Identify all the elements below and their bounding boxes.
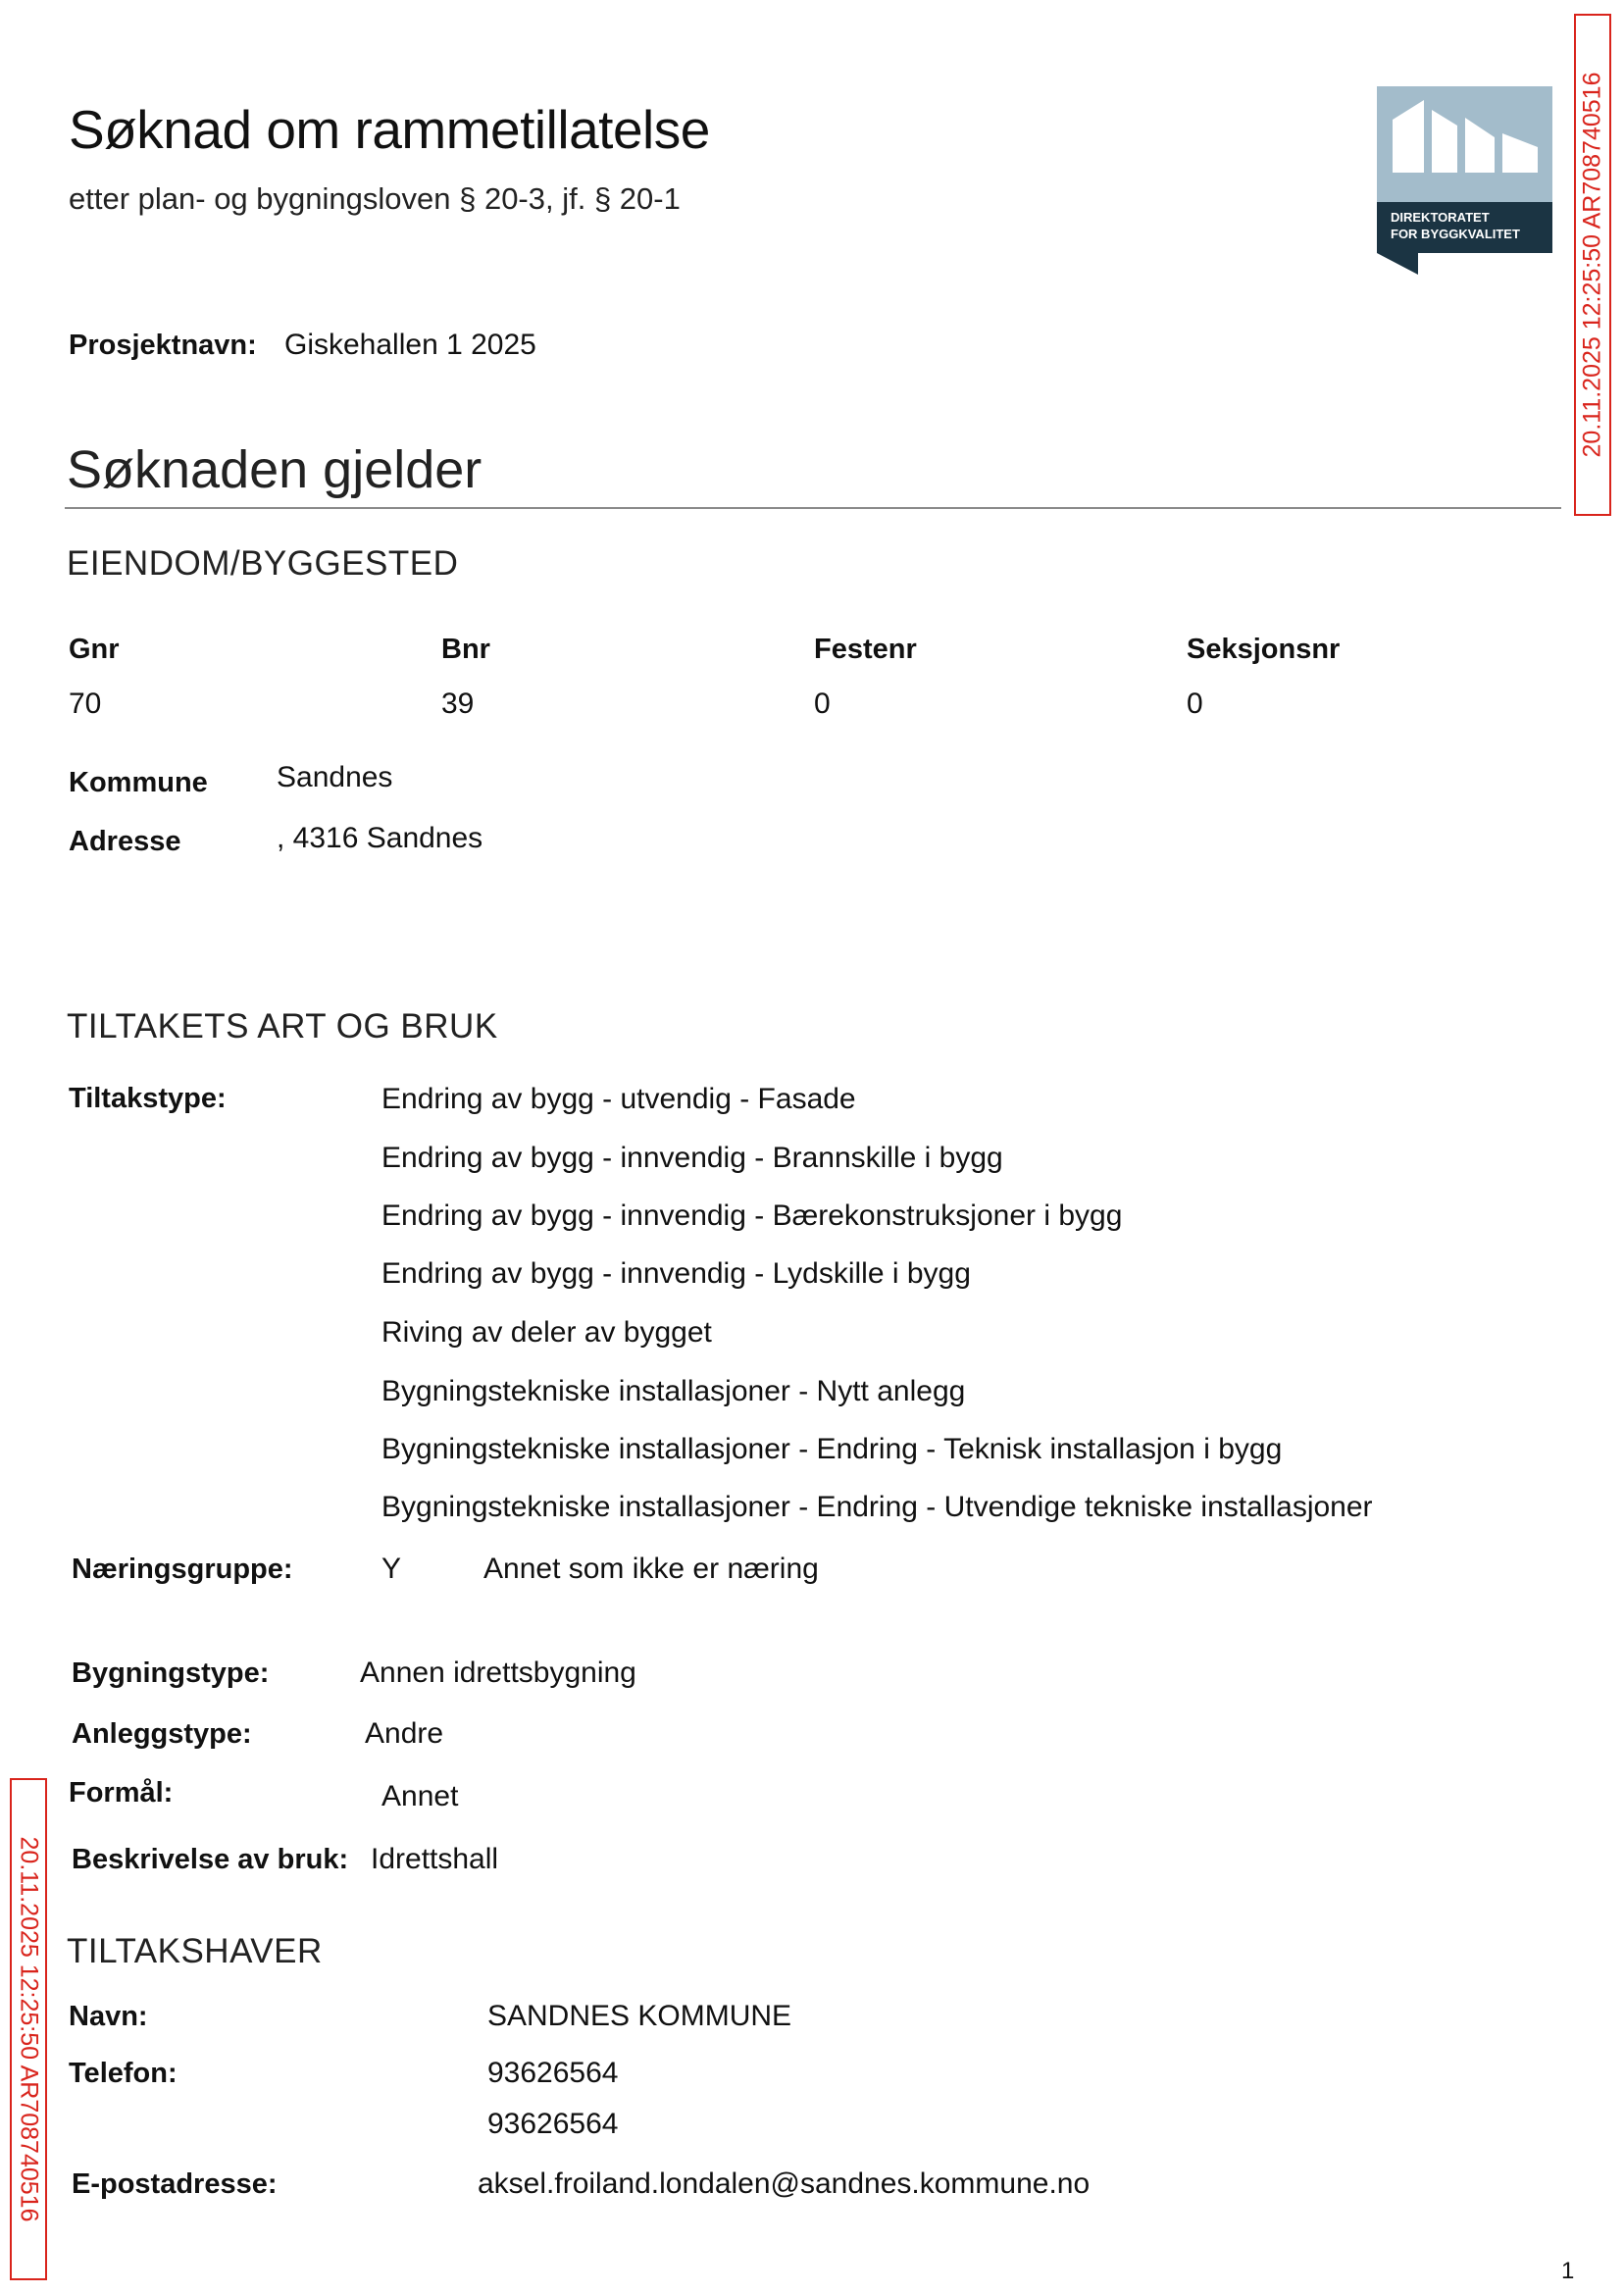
bnr-value: 39 bbox=[441, 688, 475, 720]
anleggstype-value: Andre bbox=[365, 1717, 444, 1750]
gnr-label: Gnr bbox=[69, 634, 120, 665]
project-name-label: Prosjektnavn: bbox=[69, 330, 257, 361]
gnr-value: 70 bbox=[69, 688, 102, 720]
festenr-label: Festenr bbox=[814, 634, 917, 665]
tiltakstype-item: Endring av bygg - innvendig - Bærekonstruksjoner i bygg bbox=[381, 1199, 1123, 1232]
epost-value: aksel.froiland.londalen@sandnes.kommune.no bbox=[478, 2167, 1091, 2200]
tiltakstype-item: Endring av bygg - utvendig - Fasade bbox=[381, 1083, 856, 1115]
receipt-stamp-left-text: 20.11.2025 12:25:50 AR708740516 bbox=[15, 1836, 43, 2222]
bygningstype-value: Annen idrettsbygning bbox=[360, 1657, 636, 1689]
naeringsgruppe-code: Y bbox=[381, 1553, 402, 1585]
logo-line1: DIREKTORATET bbox=[1391, 210, 1490, 225]
navn-label: Navn: bbox=[69, 2001, 148, 2032]
beskrivelse-label: Beskrivelse av bruk: bbox=[72, 1844, 349, 1875]
adresse-label: Adresse bbox=[69, 826, 181, 857]
section-title: Søknaden gjelder bbox=[67, 440, 482, 499]
epost-label: E-postadresse: bbox=[72, 2168, 278, 2200]
project-name-value: Giskehallen 1 2025 bbox=[284, 329, 536, 361]
property-heading: EIENDOM/BYGGESTED bbox=[67, 544, 459, 583]
tiltakstype-item: Bygningstekniske installasjoner - Endring - Utvendige tekniske installasjoner bbox=[381, 1491, 1373, 1523]
navn-value: SANDNES KOMMUNE bbox=[487, 2000, 792, 2032]
receipt-stamp-top-text: 20.11.2025 12:25:50 AR708740516 bbox=[1578, 72, 1606, 458]
tiltakstype-item: Riving av deler av bygget bbox=[381, 1316, 712, 1349]
anleggstype-label: Anleggstype: bbox=[72, 1718, 252, 1750]
logo-line2: FOR BYGGKVALITET bbox=[1391, 227, 1520, 241]
tiltakstype-label: Tiltakstype: bbox=[69, 1083, 227, 1114]
receipt-stamp-top bbox=[1574, 14, 1611, 516]
naeringsgruppe-text: Annet som ikke er næring bbox=[483, 1553, 819, 1585]
formaal-label: Formål: bbox=[69, 1777, 174, 1809]
telefon-value-1: 93626564 bbox=[487, 2057, 619, 2089]
adresse-value: , 4316 Sandnes bbox=[277, 822, 483, 854]
kommune-value: Sandnes bbox=[277, 761, 393, 793]
bnr-label: Bnr bbox=[441, 634, 490, 665]
tiltakshaver-heading: TILTAKSHAVER bbox=[67, 1932, 323, 1970]
tiltakstype-item: Bygningstekniske installasjoner - Nytt anlegg bbox=[381, 1375, 966, 1407]
dibk-logo bbox=[1377, 86, 1552, 275]
tiltakstype-item: Endring av bygg - innvendig - Brannskille i bygg bbox=[381, 1142, 1003, 1174]
festenr-value: 0 bbox=[814, 688, 831, 720]
tiltakstype-item: Bygningstekniske installasjoner - Endring - Teknisk installasjon i bygg bbox=[381, 1433, 1283, 1465]
kommune-label: Kommune bbox=[69, 767, 208, 798]
receipt-stamp-left bbox=[10, 1778, 47, 2280]
naeringsgruppe-label: Næringsgruppe: bbox=[72, 1554, 293, 1585]
telefon-label: Telefon: bbox=[69, 2058, 178, 2089]
section-divider bbox=[65, 507, 1561, 509]
formaal-value: Annet bbox=[381, 1780, 459, 1812]
seksjonsnr-value: 0 bbox=[1187, 688, 1203, 720]
document-title: Søknad om rammetillatelse bbox=[69, 99, 710, 160]
telefon-value-2: 93626564 bbox=[487, 2108, 619, 2140]
document-subtitle: etter plan- og bygningsloven § 20-3, jf. § 20-1 bbox=[69, 181, 681, 216]
tiltak-heading: TILTAKETS ART OG BRUK bbox=[67, 1007, 498, 1045]
seksjonsnr-label: Seksjonsnr bbox=[1187, 634, 1341, 665]
beskrivelse-value: Idrettshall bbox=[371, 1843, 499, 1875]
tiltakstype-item: Endring av bygg - innvendig - Lydskille i bygg bbox=[381, 1257, 971, 1290]
bygningstype-label: Bygningstype: bbox=[72, 1657, 270, 1689]
page-number: 1 bbox=[1561, 2258, 1575, 2284]
